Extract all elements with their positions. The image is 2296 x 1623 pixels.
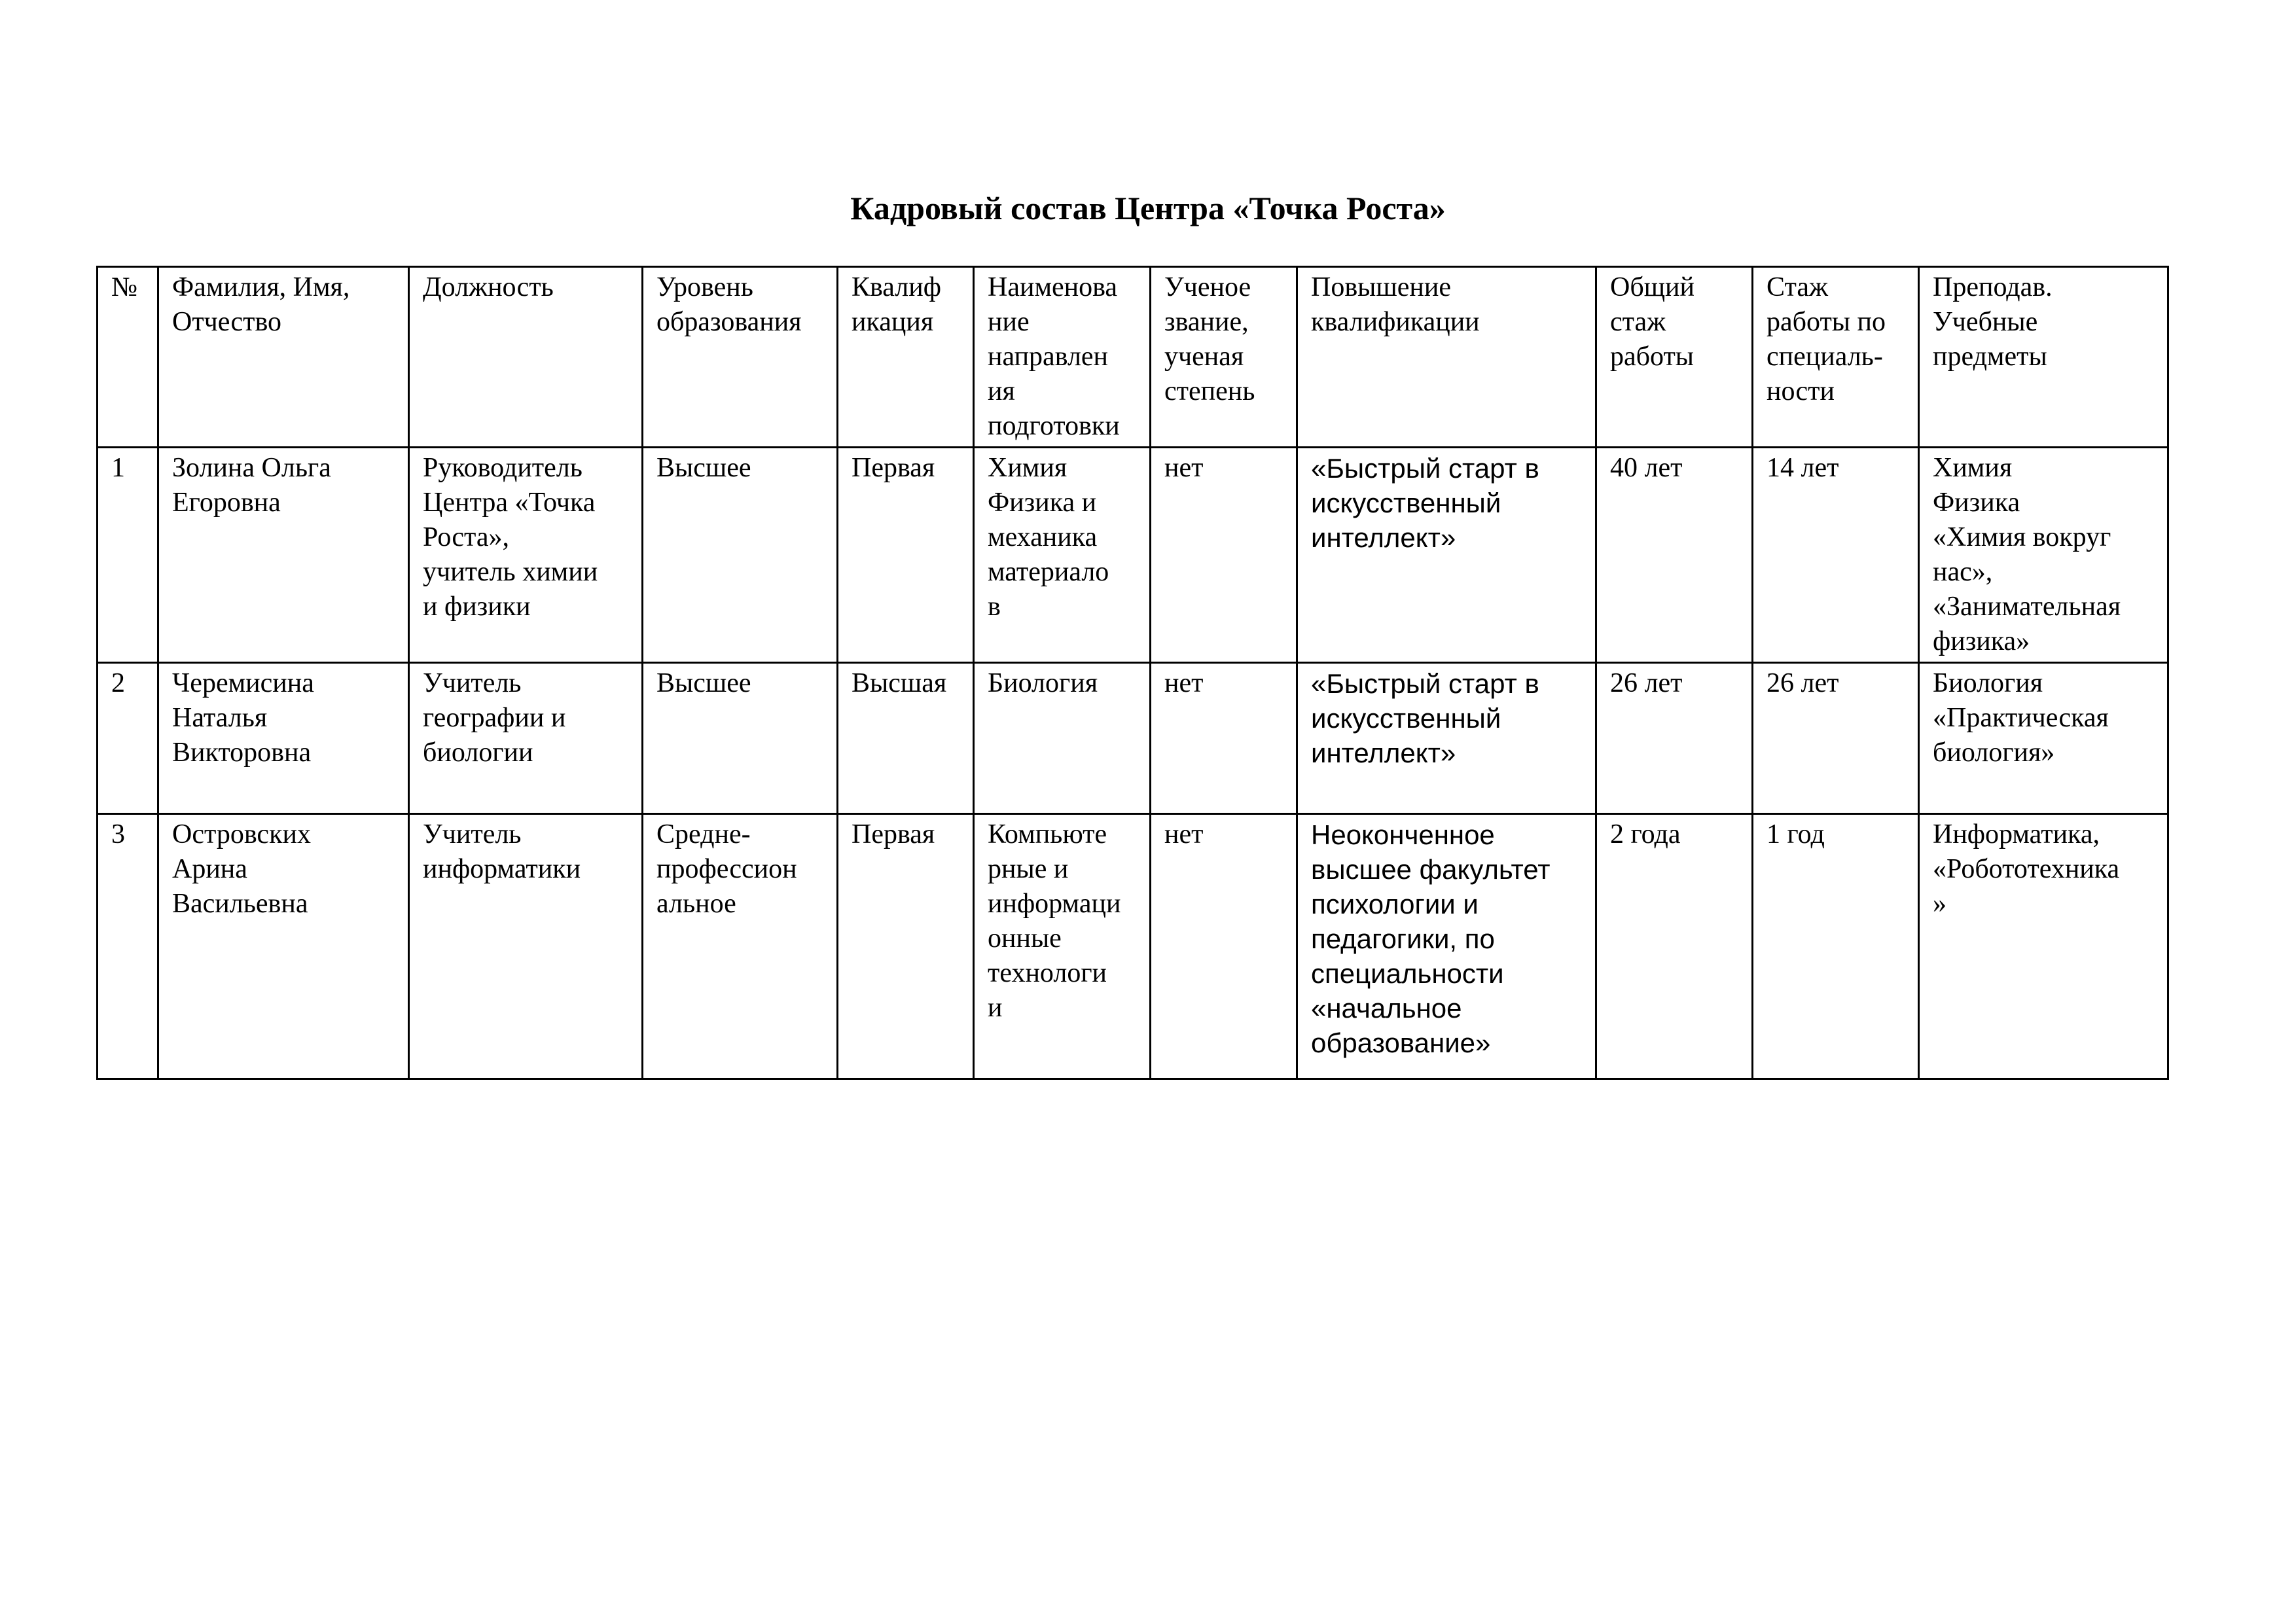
header-cell-number <box>98 267 158 448</box>
cell-subjects <box>1919 814 2168 1079</box>
cell-text-line: и физики <box>423 592 531 622</box>
cell-training-direction <box>974 814 1151 1079</box>
cell-text-line: стаж <box>1610 307 1666 337</box>
cell-text-line: Химия <box>1933 453 2013 483</box>
cell-text-line: степень <box>1164 376 1255 406</box>
cell-specialty-experience <box>1753 663 1919 814</box>
cell-full-name <box>158 448 409 663</box>
cell-text-line: «Занимательная <box>1933 592 2121 622</box>
cell-subjects <box>1919 663 2168 814</box>
cell-text-line: в <box>988 592 1001 622</box>
cell-text-line: Васильевна <box>172 889 308 919</box>
cell-academic-degree <box>1151 814 1297 1079</box>
cell-position <box>409 814 643 1079</box>
cell-text-line: подготовки <box>988 411 1120 441</box>
cell-text-line: высшее факультет <box>1311 854 1551 885</box>
cell-text-line: Химия <box>988 453 1067 483</box>
cell-text-line: звание, <box>1164 307 1249 337</box>
cell-education-level <box>643 663 838 814</box>
cell-text-line: технологи <box>988 958 1107 988</box>
cell-academic-degree <box>1151 663 1297 814</box>
cell-academic-degree <box>1151 448 1297 663</box>
cell-text-line: образование» <box>1311 1027 1491 1058</box>
cell-text-line: 26 лет <box>1767 668 1839 698</box>
cell-qualification <box>838 663 974 814</box>
cell-text-line: Уровень <box>656 272 753 302</box>
cell-text-line: «Химия вокруг <box>1933 522 2111 552</box>
header-cell-advanced-training <box>1297 267 1596 448</box>
header-cell-position <box>409 267 643 448</box>
cell-text-line: искусственный <box>1311 488 1501 518</box>
cell-text-line: интеллект» <box>1311 522 1456 553</box>
cell-specialty-experience <box>1753 448 1919 663</box>
cell-text-line: Центра «Точка <box>423 488 596 518</box>
cell-text-line: интеллект» <box>1311 738 1456 768</box>
cell-text-line: Биология <box>1933 668 2043 698</box>
cell-text-line: 26 лет <box>1610 668 1683 698</box>
cell-text-line: нет <box>1164 819 1204 849</box>
cell-text-line: Учебные <box>1933 307 2038 337</box>
cell-text-line: образования <box>656 307 802 337</box>
cell-text-line: Отчество <box>172 307 282 337</box>
cell-text-line: Информатика, <box>1933 819 2100 849</box>
cell-text-line: «Робототехника <box>1933 854 2120 884</box>
cell-text-line: нас», <box>1933 557 1993 587</box>
cell-text-line: Роста», <box>423 522 510 552</box>
cell-advanced-training <box>1297 448 1596 663</box>
cell-qualification <box>838 814 974 1079</box>
cell-text-line: № <box>111 272 138 302</box>
cell-text-line: Золина Ольга <box>172 453 331 483</box>
cell-text-line: Арина <box>172 854 247 884</box>
cell-text-line: «Быстрый старт в <box>1311 668 1539 699</box>
cell-text-line: Руководитель <box>423 453 583 483</box>
cell-text-line: Высшая <box>852 668 947 698</box>
cell-text-line: Физика и <box>988 488 1097 518</box>
table-header-row <box>98 267 2168 448</box>
header-cell-full-name <box>158 267 409 448</box>
cell-text-line: Квалиф <box>852 272 941 302</box>
cell-text-line: 14 лет <box>1767 453 1839 483</box>
header-cell-subjects <box>1919 267 2168 448</box>
cell-advanced-training <box>1297 814 1596 1079</box>
cell-total-experience <box>1596 663 1753 814</box>
cell-text-line: ученая <box>1164 342 1244 372</box>
cell-text-line: биологии <box>423 738 533 768</box>
cell-text-line: икация <box>852 307 934 337</box>
cell-text-line: Фамилия, Имя, <box>172 272 350 302</box>
cell-text-line: Островских <box>172 819 311 849</box>
cell-text-line: Общий <box>1610 272 1695 302</box>
cell-text-line: 3 <box>111 819 125 849</box>
cell-text-line: психологии и <box>1311 889 1479 919</box>
cell-text-line: Компьюте <box>988 819 1107 849</box>
cell-text-line: ия <box>988 376 1015 406</box>
cell-text-line: квалификации <box>1311 307 1480 337</box>
cell-subjects <box>1919 448 2168 663</box>
cell-text-line: » <box>1933 889 1946 919</box>
cell-text-line: Учитель <box>423 819 522 849</box>
table-row <box>98 814 2168 1079</box>
cell-total-experience <box>1596 814 1753 1079</box>
staff-table <box>96 266 2169 1080</box>
header-cell-total-experience <box>1596 267 1753 448</box>
cell-text-line: Неоконченное <box>1311 819 1495 850</box>
cell-text-line: 40 лет <box>1610 453 1683 483</box>
cell-text-line: 1 <box>111 453 125 483</box>
cell-text-line: 2 года <box>1610 819 1681 849</box>
cell-text-line: рные и <box>988 854 1069 884</box>
cell-text-line: Физика <box>1933 488 2020 518</box>
cell-text-line: Повышение <box>1311 272 1451 302</box>
cell-qualification <box>838 448 974 663</box>
cell-text-line: и <box>988 993 1003 1023</box>
cell-text-line: биология» <box>1933 738 2055 768</box>
cell-training-direction <box>974 448 1151 663</box>
header-cell-academic-degree <box>1151 267 1297 448</box>
cell-text-line: Биология <box>988 668 1098 698</box>
cell-number <box>98 814 158 1079</box>
cell-text-line: Наименова <box>988 272 1118 302</box>
cell-text-line: «начальное <box>1311 993 1462 1024</box>
cell-text-line: материало <box>988 557 1109 587</box>
cell-text-line: предметы <box>1933 342 2047 372</box>
cell-text-line: Ученое <box>1164 272 1251 302</box>
cell-text-line: Преподав. <box>1933 272 2053 302</box>
cell-text-line: учитель химии <box>423 557 598 587</box>
cell-full-name <box>158 814 409 1079</box>
cell-total-experience <box>1596 448 1753 663</box>
cell-text-line: альное <box>656 889 736 919</box>
cell-text-line: работы <box>1610 342 1695 372</box>
cell-text-line: географии и <box>423 703 566 733</box>
cell-training-direction <box>974 663 1151 814</box>
cell-education-level <box>643 448 838 663</box>
cell-text-line: Наталья <box>172 703 268 733</box>
cell-text-line: Должность <box>423 272 554 302</box>
cell-number <box>98 448 158 663</box>
cell-text-line: Викторовна <box>172 738 312 768</box>
cell-text-line: педагогики, по <box>1311 923 1495 954</box>
table-row <box>98 663 2168 814</box>
header-cell-specialty-experience <box>1753 267 1919 448</box>
cell-education-level <box>643 814 838 1079</box>
cell-specialty-experience <box>1753 814 1919 1079</box>
cell-text-line: Черемисина <box>172 668 314 698</box>
cell-text-line: нет <box>1164 668 1204 698</box>
cell-text-line: физика» <box>1933 626 2030 656</box>
header-cell-education-level <box>643 267 838 448</box>
cell-number <box>98 663 158 814</box>
cell-text-line: искусственный <box>1311 703 1501 734</box>
cell-text-line: ние <box>988 307 1030 337</box>
cell-text-line: 2 <box>111 668 125 698</box>
cell-text-line: онные <box>988 923 1062 954</box>
cell-text-line: специаль- <box>1767 342 1883 372</box>
cell-text-line: Стаж <box>1767 272 1828 302</box>
page-title: Кадровый состав Центра «Точка Роста» <box>850 190 1446 226</box>
cell-text-line: ности <box>1767 376 1835 406</box>
cell-text-line: информатики <box>423 854 581 884</box>
cell-full-name <box>158 663 409 814</box>
cell-text-line: Учитель <box>423 668 522 698</box>
cell-position <box>409 663 643 814</box>
cell-advanced-training <box>1297 663 1596 814</box>
header-cell-training-direction <box>974 267 1151 448</box>
cell-text-line: Средне- <box>656 819 751 849</box>
cell-text-line: информаци <box>988 889 1121 919</box>
cell-text-line: «Быстрый старт в <box>1311 453 1539 484</box>
cell-text-line: Первая <box>852 819 935 849</box>
cell-text-line: 1 год <box>1767 819 1825 849</box>
cell-text-line: «Практическая <box>1933 703 2109 733</box>
cell-text-line: специальности <box>1311 958 1504 989</box>
cell-text-line: механика <box>988 522 1098 552</box>
cell-text-line: направлен <box>988 342 1109 372</box>
header-cell-qualification <box>838 267 974 448</box>
table-row <box>98 448 2168 663</box>
cell-text-line: Высшее <box>656 668 751 698</box>
cell-text-line: Высшее <box>656 453 751 483</box>
cell-position <box>409 448 643 663</box>
cell-text-line: нет <box>1164 453 1204 483</box>
cell-text-line: Первая <box>852 453 935 483</box>
cell-text-line: работы по <box>1767 307 1886 337</box>
cell-text-line: профессион <box>656 854 797 884</box>
cell-text-line: Егоровна <box>172 488 281 518</box>
